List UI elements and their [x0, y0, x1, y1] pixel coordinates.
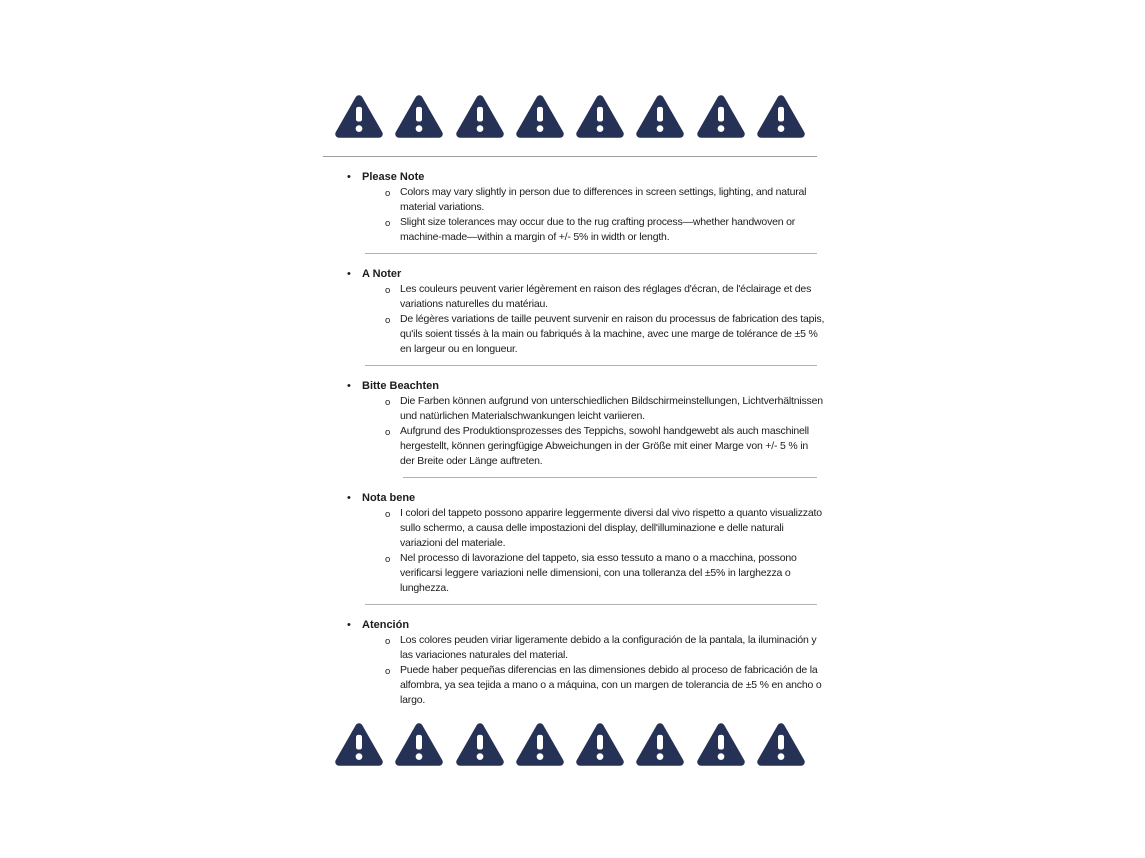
sub-bullet-marker: o — [385, 217, 391, 229]
warning-triangle-icon — [635, 721, 685, 768]
list-item-text: Slight size tolerances may occur due to the rug crafting process—whether handwoven or machine-made—within a margin of +/- 5% in width or length. — [400, 216, 796, 243]
list-item-text: Aufgrund des Produktionsprozesses des Teppichs, sowohl handgewebt als auch maschinell hergestellt, können geringfügige Abweichungen in der Größe mit einer Marge von +/- 5 % in der Breite oder Länge auftreten. — [400, 425, 809, 467]
warning-triangle-icon — [575, 721, 625, 768]
list-item-text: Colors may vary slightly in person due to differences in screen settings, lighting, and natural material variations. — [400, 186, 807, 213]
list-item — [323, 506, 825, 551]
warning-triangle-icon — [756, 93, 806, 140]
section-title-text: Please Note — [362, 171, 425, 183]
sub-bullet-marker: o — [385, 426, 391, 438]
list-item — [323, 633, 825, 663]
bullet-marker: • — [347, 268, 351, 280]
sub-bullet-marker: o — [385, 187, 391, 199]
bullet-marker: • — [347, 380, 351, 392]
warning-icon-row-top — [323, 93, 817, 140]
list-item — [323, 312, 825, 357]
section-title — [323, 157, 817, 185]
list-item-text: De légères variations de taille peuvent survenir en raison du processus de fabrication des tapis, qu'ils soient tissés à la main ou fabriqués à la machine, avec une marge de tolérance de ±5 % en largeur ou en longueur. — [400, 313, 825, 355]
section-title — [323, 254, 817, 282]
list-item-text: Puede haber pequeñas diferencias en las dimensiones debido al proceso de fabricación de la alfombra, ya sea tejida a mano o a máquina, con un margen de tolerancia de ±5 % en ancho o largo. — [400, 664, 822, 706]
section-please-note — [323, 157, 817, 254]
sub-bullet-marker: o — [385, 553, 391, 565]
section-title-text: Atención — [362, 619, 410, 631]
list-item — [323, 394, 825, 424]
bullet-marker: • — [347, 492, 351, 504]
list-item — [323, 551, 825, 596]
section-title — [323, 366, 817, 394]
section-title-text: A Noter — [362, 268, 402, 280]
warning-triangle-icon — [334, 721, 384, 768]
list-item — [323, 185, 825, 215]
warning-triangle-icon — [455, 93, 505, 140]
warning-triangle-icon — [515, 93, 565, 140]
list-item — [323, 424, 825, 469]
section-a-noter — [323, 254, 825, 366]
sub-bullet-marker: o — [385, 396, 391, 408]
warning-triangle-icon — [696, 93, 746, 140]
section-title-text: Nota bene — [362, 492, 416, 504]
warning-triangle-icon — [756, 721, 806, 768]
section-title-text: Bitte Beachten — [362, 380, 440, 392]
list-item — [323, 282, 825, 312]
list-item-text: Los colores peuden viriar ligeramente debido a la configuración de la pantala, la iluminación y las variaciones naturales del material. — [400, 634, 817, 661]
warning-triangle-icon — [575, 93, 625, 140]
sub-bullet-marker: o — [385, 284, 391, 296]
list-item-text: Die Farben können aufgrund von unterschiedlichen Bildschirmeinstellungen, Lichtverhältnissen und natürlichen Materialschwankungen leicht variieren. — [400, 395, 823, 422]
warning-triangle-icon — [394, 721, 444, 768]
list-item-text: Les couleurs peuvent varier légèrement en raison des réglages d'écran, de l'éclairage et des variations naturelles du matériau. — [400, 283, 812, 310]
list-item-text: I colori del tappeto possono apparire leggermente diversi dal vivo rispetto a quanto visualizzato sullo schermo, a causa delle impostazioni del display, dell'illuminazione e delle naturali variazioni del materiale. — [400, 507, 822, 549]
warning-triangle-icon — [635, 93, 685, 140]
section-nota-bene — [323, 478, 822, 605]
list-item — [323, 215, 825, 245]
warning-triangle-icon — [455, 721, 505, 768]
warning-triangle-icon — [515, 721, 565, 768]
section-title — [323, 478, 817, 506]
list-item — [323, 663, 825, 708]
warning-triangle-icon — [696, 721, 746, 768]
warning-triangle-icon — [334, 93, 384, 140]
section-title — [323, 605, 817, 633]
list-item-text: Nel processo di lavorazione del tappeto, sia esso tessuto a mano o a macchina, possono verificarsi leggere variazioni nelle dimensioni, con una tolleranza del ±5% in larghezza o lunghezza. — [400, 552, 797, 594]
document-content — [323, 0, 825, 768]
section-atencion — [323, 605, 822, 708]
sub-bullet-marker: o — [385, 508, 391, 520]
warning-icon-row-bottom — [323, 721, 817, 768]
sub-bullet-marker: o — [385, 665, 391, 677]
warning-triangle-icon — [394, 93, 444, 140]
bullet-marker: • — [347, 171, 351, 183]
section-bitte-beachten — [323, 366, 823, 478]
sub-bullet-marker: o — [385, 314, 391, 326]
bullet-marker: • — [347, 619, 351, 631]
sub-bullet-marker: o — [385, 635, 391, 647]
